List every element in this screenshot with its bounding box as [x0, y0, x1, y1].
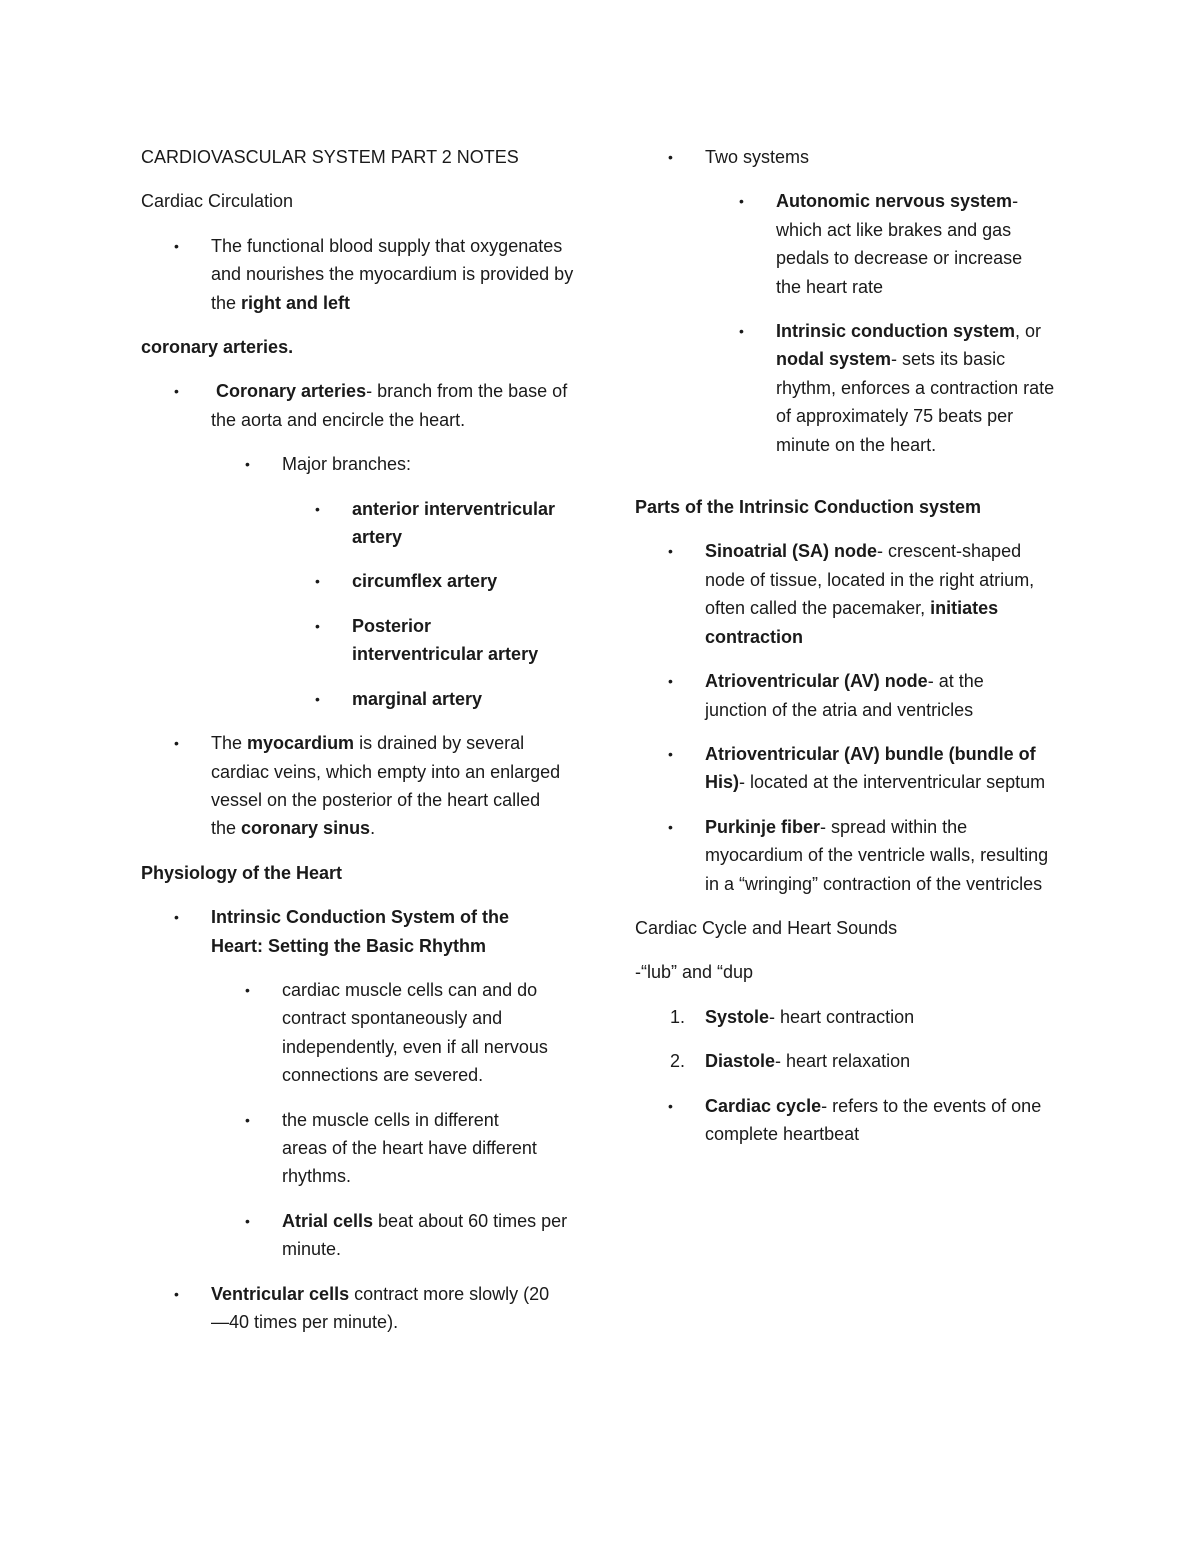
bullet-icon: •	[245, 1111, 250, 1128]
list-item: • The myocardium is drained by several cardiac veins, which empty into an enlarged vessel on the posterior of the heart called the coronary sinus.	[211, 729, 561, 843]
bullet-icon: •	[174, 1285, 179, 1302]
bullet-icon: •	[315, 500, 320, 517]
bullet-icon: •	[739, 193, 744, 210]
list-item: • The functional blood supply that oxygenates and nourishes the myocardium is provided by the right and left	[211, 232, 581, 317]
list-item: • anterior interventricular artery	[352, 495, 562, 552]
list-item: • Major branches:	[282, 450, 581, 478]
bullet-icon: •	[245, 1212, 250, 1229]
bullet-icon: •	[668, 543, 673, 560]
list-item: • Coronary arteries- branch from the base of the aorta and encircle the heart.	[211, 377, 581, 434]
list-item: • Ventricular cells contract more slowly (20—40 times per minute).	[211, 1280, 561, 1337]
bullet-icon: •	[174, 383, 179, 400]
right-column	[635, 143, 1065, 1164]
coronary-arteries-line: coronary arteries.	[141, 337, 294, 358]
bullet-icon: •	[315, 690, 320, 707]
physiology-heading: Physiology of the Heart	[141, 862, 343, 883]
document-title: CARDIOVASCULAR SYSTEM PART 2 NOTES	[141, 147, 519, 167]
list-item: • Sinoatrial (SA) node- crescent-shaped node of tissue, located in the right atrium, often called the pacemaker, initiates contraction	[705, 537, 1045, 651]
bullet-icon: •	[739, 323, 744, 340]
bullet-icon: •	[668, 745, 673, 762]
lub-dup-line: -“lub” and “dup	[635, 962, 754, 983]
bullet-icon: •	[668, 818, 673, 835]
cardiac-cycle-heading: Cardiac Cycle and Heart Sounds	[635, 917, 898, 938]
list-item: • Posterior interventricular artery	[352, 612, 562, 669]
list-item: • the muscle cells in different areas of the heart have different rhythms.	[282, 1106, 542, 1191]
list-item: • cardiac muscle cells can and do contract spontaneously and independently, even if all nervous connections are severed.	[282, 976, 562, 1090]
list-item: • Intrinsic Conduction System of the Heart: Setting the Basic Rhythm	[211, 903, 541, 960]
bullet-icon: •	[668, 149, 673, 165]
list-item: • Atrial cells beat about 60 times per minute.	[282, 1207, 572, 1264]
bullet-icon: •	[245, 981, 250, 998]
bullet-icon: •	[668, 673, 673, 690]
bullet-icon: •	[315, 617, 320, 634]
list-item: • Atrioventricular (AV) bundle (bundle of His)- located at the interventricular septum	[705, 740, 1060, 797]
list-item: • Intrinsic conduction system, or nodal system- sets its basic rhythm, enforces a contraction rate of approximately 75 beats per minute on the heart.	[776, 317, 1061, 459]
bullet-icon: •	[174, 909, 179, 926]
list-item: 1. Systole- heart contraction	[670, 1006, 915, 1027]
bullet-icon: •	[174, 237, 179, 254]
bullet-icon: •	[174, 735, 179, 752]
list-item: • circumflex artery	[352, 567, 581, 595]
list-item: • Atrioventricular (AV) node- at the junction of the atria and ventricles	[705, 667, 1025, 724]
parts-heading: Parts of the Intrinsic Conduction system	[635, 497, 982, 518]
list-item: • Autonomic nervous system- which act like brakes and gas pedals to decrease or increase the heart rate	[776, 187, 1051, 301]
list-item: • marginal artery	[352, 685, 581, 713]
list-item: • Two systems	[705, 143, 1065, 171]
bullet-icon: •	[315, 573, 320, 590]
cardiac-circulation-heading: Cardiac Circulation	[141, 191, 294, 212]
bullet-icon: •	[245, 456, 250, 473]
left-column	[141, 143, 581, 1352]
bullet-icon: •	[668, 1097, 673, 1114]
list-item: • Cardiac cycle- refers to the events of one complete heartbeat	[705, 1092, 1045, 1149]
list-item: 2. Diastole- heart relaxation	[670, 1051, 911, 1072]
list-item: • Purkinje fiber- spread within the myocardium of the ventricle walls, resulting in a “wringing” contraction of the ventricles	[705, 813, 1055, 898]
